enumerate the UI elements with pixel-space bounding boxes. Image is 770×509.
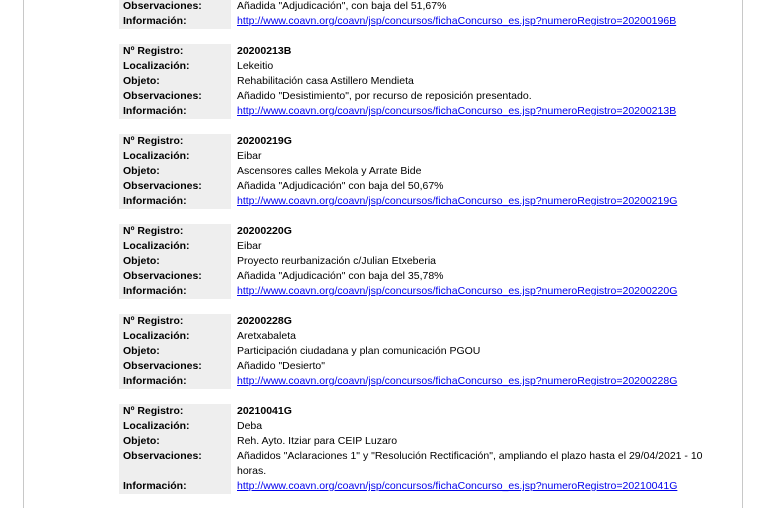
label-localizacion: Localización: (119, 149, 231, 164)
row-informacion (119, 104, 719, 119)
row-observaciones (119, 449, 719, 479)
label-informacion: Información: (119, 104, 231, 119)
label-registro: Nº Registro: (119, 134, 231, 149)
value-observaciones: Añadidos "Aclaraciones 1" y "Resolución Rectificación", ampliando el plazo hasta el 29/04/2021 - 10 horas. (237, 450, 703, 477)
row-registro (119, 404, 719, 419)
document-page (23, 0, 743, 508)
row-localizacion (119, 329, 719, 344)
label-localizacion: Localización: (119, 239, 231, 254)
label-objeto: Objeto: (119, 74, 231, 89)
value-objeto: Ascensores calles Mekola y Arrate Bide (237, 165, 422, 177)
label-observaciones: Observaciones: (119, 0, 231, 14)
value-localizacion: Eibar (237, 150, 262, 162)
record (119, 134, 719, 209)
row-informacion (119, 479, 719, 494)
label-localizacion: Localización: (119, 59, 231, 74)
row-objeto (119, 254, 719, 269)
value-objeto: Proyecto reurbanización c/Julian Etxeberia (237, 255, 437, 267)
value-localizacion: Deba (237, 420, 263, 432)
label-observaciones: Observaciones: (119, 179, 231, 194)
value-observaciones: Añadido "Desierto" (237, 360, 326, 372)
row-objeto (119, 164, 719, 179)
record (119, 44, 719, 119)
row-observaciones (119, 0, 719, 14)
label-informacion: Información: (119, 194, 231, 209)
value-registro: 20200219G (237, 135, 292, 147)
row-observaciones (119, 89, 719, 104)
value-informacion-cell (231, 104, 719, 119)
value-objeto: Participación ciudadana y plan comunicación PGOU (237, 345, 481, 357)
row-localizacion (119, 59, 719, 74)
row-observaciones (119, 359, 719, 374)
row-localizacion (119, 149, 719, 164)
value-registro: 20210041G (237, 405, 292, 417)
row-observaciones (119, 179, 719, 194)
label-observaciones: Observaciones: (119, 269, 231, 284)
row-localizacion (119, 239, 719, 254)
value-informacion-cell (231, 14, 719, 29)
row-informacion (119, 284, 719, 299)
value-localizacion: Eibar (237, 240, 262, 252)
value-observaciones: Añadida "Adjudicación", con baja del 51,67% (237, 0, 447, 12)
value-informacion-cell (231, 284, 719, 299)
value-objeto: Rehabilitación casa Astillero Mendieta (237, 75, 414, 87)
label-informacion: Información: (119, 479, 231, 494)
records-list (119, 0, 719, 509)
label-observaciones: Observaciones: (119, 449, 231, 479)
value-registro: 20200228G (237, 315, 292, 327)
value-informacion-cell (231, 194, 719, 209)
row-registro (119, 314, 719, 329)
informacion-link[interactable]: http://www.coavn.org/coavn/jsp/concursos/fichaConcurso_es.jsp?numeroRegistro=20200220G (237, 285, 678, 297)
row-objeto (119, 74, 719, 89)
row-registro (119, 224, 719, 239)
row-informacion (119, 14, 719, 29)
row-objeto (119, 344, 719, 359)
row-objeto (119, 434, 719, 449)
row-registro (119, 44, 719, 59)
label-registro: Nº Registro: (119, 224, 231, 239)
row-informacion (119, 194, 719, 209)
label-localizacion: Localización: (119, 419, 231, 434)
value-informacion-cell (231, 479, 719, 494)
label-objeto: Objeto: (119, 164, 231, 179)
informacion-link[interactable]: http://www.coavn.org/coavn/jsp/concursos/fichaConcurso_es.jsp?numeroRegistro=20200228G (237, 375, 678, 387)
value-registro: 20200213B (237, 45, 292, 57)
informacion-link[interactable]: http://www.coavn.org/coavn/jsp/concursos/fichaConcurso_es.jsp?numeroRegistro=20200219G (237, 195, 678, 207)
value-informacion-cell (231, 374, 719, 389)
informacion-link[interactable]: http://www.coavn.org/coavn/jsp/concursos/fichaConcurso_es.jsp?numeroRegistro=20200213B (237, 105, 677, 117)
label-localizacion: Localización: (119, 329, 231, 344)
value-observaciones: Añadida "Adjudicación" con baja del 35,78% (237, 270, 444, 282)
value-objeto: Reh. Ayto. Itziar para CEIP Luzaro (237, 435, 398, 447)
label-registro: Nº Registro: (119, 44, 231, 59)
value-localizacion: Aretxabaleta (237, 330, 296, 342)
row-registro (119, 134, 719, 149)
value-observaciones: Añadido "Desistimiento", por recurso de reposición presentado. (237, 90, 532, 102)
label-informacion: Información: (119, 14, 231, 29)
value-localizacion: Lekeitio (237, 60, 274, 72)
label-informacion: Información: (119, 284, 231, 299)
row-observaciones (119, 269, 719, 284)
record-partial (119, 0, 719, 29)
row-localizacion (119, 419, 719, 434)
label-observaciones: Observaciones: (119, 89, 231, 104)
label-registro: Nº Registro: (119, 404, 231, 419)
label-registro: Nº Registro: (119, 314, 231, 329)
record (119, 224, 719, 299)
record (119, 404, 719, 494)
value-registro: 20200220G (237, 225, 292, 237)
informacion-link[interactable]: http://www.coavn.org/coavn/jsp/concursos/fichaConcurso_es.jsp?numeroRegistro=20200196B (237, 15, 677, 27)
label-objeto: Objeto: (119, 434, 231, 449)
label-observaciones: Observaciones: (119, 359, 231, 374)
row-informacion (119, 374, 719, 389)
label-objeto: Objeto: (119, 344, 231, 359)
label-objeto: Objeto: (119, 254, 231, 269)
record (119, 314, 719, 389)
informacion-link[interactable]: http://www.coavn.org/coavn/jsp/concursos/fichaConcurso_es.jsp?numeroRegistro=20210041G (237, 480, 678, 492)
value-observaciones: Añadida "Adjudicación" con baja del 50,67% (237, 180, 444, 192)
label-informacion: Información: (119, 374, 231, 389)
